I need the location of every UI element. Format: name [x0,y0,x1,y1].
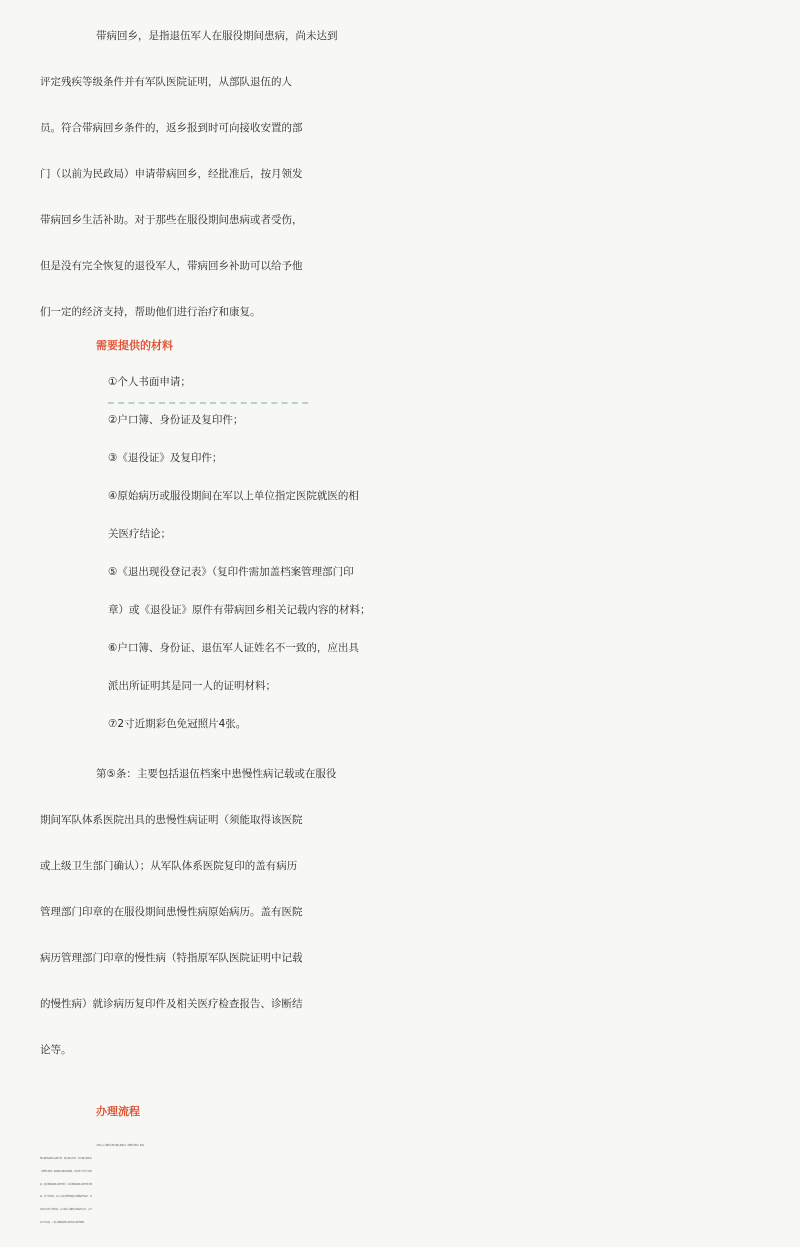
intro-line-3: 员。符合带病回乡条件的，返乡报到时可向接收安置的部 [40,122,303,134]
intro-line-1: 带病回乡，是指退伍军人在服役期间患病，尚未达到 [96,30,338,42]
material-item-5: ⑤《退出现役登记表》（复印件需加盖档案管理部门印 [108,566,354,578]
process-heading: 办理流程 [96,1105,140,1118]
intro-line-6: 但是没有完全恢复的退役军人，带病回乡补助可以给予他 [40,260,303,272]
intro-line-4: 门（以前为民政局）申请带病回乡，经批准后，按月领发 [40,168,303,180]
material-item-6: ⑥户口簿、身份证、退伍军人证姓名不一致的，应出具 [108,642,359,654]
material-item-2: ②户口簿、身份证及复印件； [108,414,244,426]
process-line-4: 的，报县级退役军人事务部门。经县级退役军人事务部门审 [40,1184,93,1186]
note-line-3: 或上级卫生部门确认）；从军队体系医院复印的盖有病历 [40,860,298,872]
process-line-6: 体检认为符合条件的，在申请人户籍所在地进行公示，公示 [40,1209,93,1211]
process-line-7: 后无异议的，上报市级退役军人事务部门进行审批。 [40,1222,87,1224]
process-line-5: 核，符合条件的，由专人负责组织到指定医院进行体检。经 [40,1196,93,1198]
note-line-5: 病历管理部门印章的慢性病（特指原军队医院证明中记载 [40,952,303,964]
note-line-4: 管理部门印章的在服役期间患慢性病原始病历。盖有医院 [40,906,303,918]
intro-line-5: 带病回乡生活补助。对于那些在服役期间患病或者受伤， [40,214,303,226]
process-line-1: 申请人向户籍所在地乡镇人民政府（街道办事处）退役 [96,1145,145,1147]
intro-line-7: 们一定的经济支持，帮助他们进行治疗和康复。 [40,306,261,318]
material-item-4-cont: 关医疗结论； [108,528,171,540]
material-item-7: ⑦2寸近期彩色免冠照片4张。 [108,718,247,730]
process-line-2: 军人服务站提出书面申请，提交相关材料。经乡镇人民政府 [40,1158,93,1160]
material-item-5-cont: 章）或《退役证》原件有带病回乡相关记载内容的材料； [108,604,371,616]
process-line-3: （街道办事处）退役军人服务站审核，材料齐全且符合条件 [40,1171,93,1173]
note-line-2: 期间军队体系医院出具的患慢性病证明（须能取得该医院 [40,814,303,826]
material-item-1: ①个人书面申请； [108,376,191,388]
note-line-7: 论等。 [40,1044,72,1056]
material-item-3: ③《退役证》及复印件； [108,452,223,464]
intro-line-2: 评定残疾等级条件并有军队医院证明，从部队退伍的人 [40,76,292,88]
material-item-4: ④原始病历或服役期间在军以上单位指定医院就医的相 [108,490,359,502]
note-line-1: 第⑤条：主要包括退伍档案中患慢性病记载或在服役 [96,768,337,780]
note-line-6: 的慢性病）就诊病历复印件及相关医疗检查报告、诊断结 [40,998,303,1010]
material-item-6-cont: 派出所证明其是同一人的证明材料； [108,680,276,692]
materials-heading: 需要提供的材料 [96,339,173,352]
